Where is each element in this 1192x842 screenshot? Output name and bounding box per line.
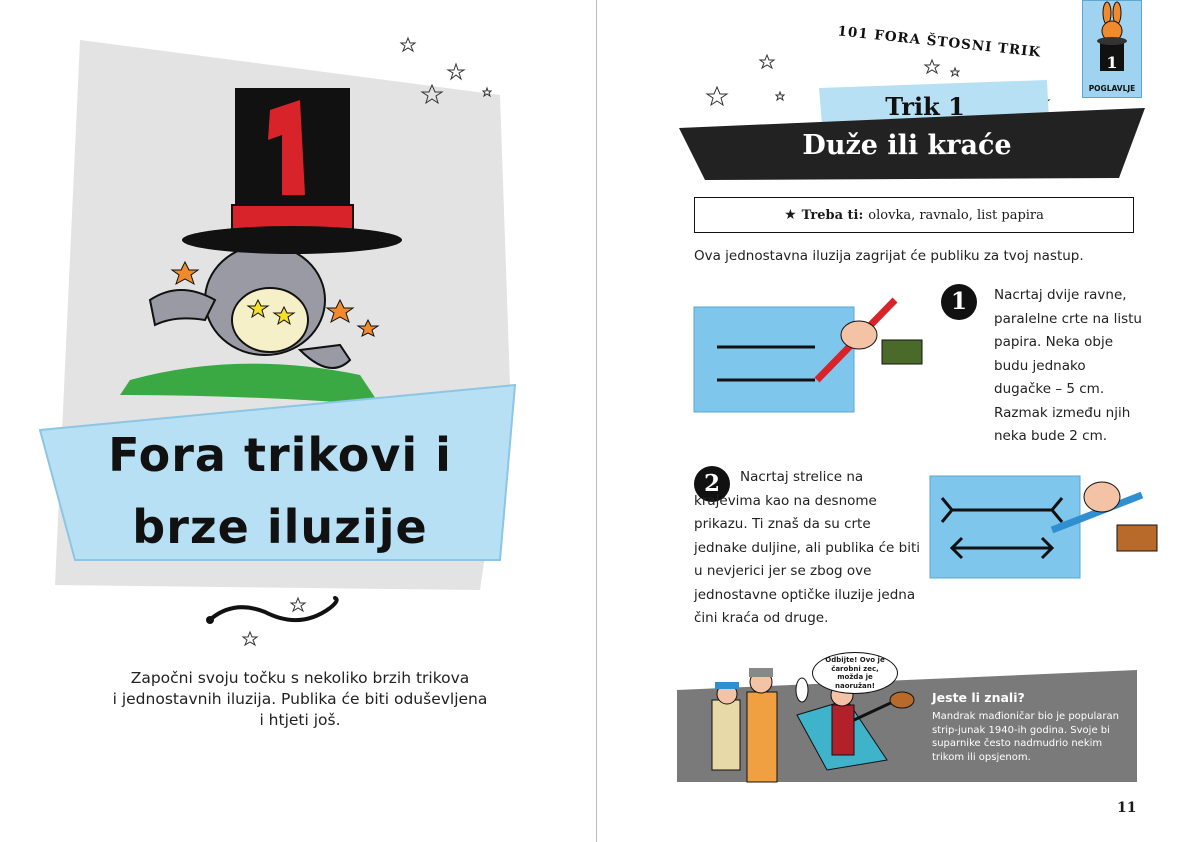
fact-box-text: Mandrak mađioničar bio je popularan strip-junak 1940-ih godina. Svoje bi suparnike često nadmudrio nekim trikom ili opsjenom.	[932, 711, 1119, 763]
chapter-badge-label: POGLAVLJE	[1088, 84, 1136, 93]
intro-line-1: Započni svoju točku s nekoliko brzih trikova	[130, 669, 470, 687]
step-1-number: 1	[941, 284, 977, 320]
speech-bubble: Odbijte! Ovo je čarobni zec, možda je naoružan!	[812, 652, 898, 694]
right-page	[597, 0, 1192, 842]
chapter-badge-number: 1	[1106, 53, 1118, 72]
trick-number: Trik 1	[885, 92, 965, 121]
series-title: 101 FORA ŠTOSNI TRIK	[836, 23, 1042, 61]
chapter-title-line-2: brze iluzije	[132, 500, 428, 554]
materials-label: Treba ti:	[801, 207, 864, 223]
materials-list: olovka, ravnalo, list papira	[868, 207, 1044, 223]
step-2-text: Nacrtaj strelice na krajevima kao na desnome prikazu. Ti znaš da su crte jednake duljine, ali publika će biti u nevjerici jer se zbog ove jednostavne optičke iluzije jedna čini kraća od druge.	[694, 469, 920, 626]
step-1-text: Nacrtaj dvije ravne, paralelne crte na listu papira. Neka obje budu jednako dugačke – 5 cm. Razmak između njih neka bude 2 cm.	[994, 287, 1142, 444]
star-icon: ★	[784, 207, 797, 223]
fact-box-title: Jeste li znali?	[932, 690, 1025, 705]
page-number: 11	[1117, 800, 1137, 816]
chapter-intro	[60, 668, 540, 731]
step-2-number: 2	[694, 466, 730, 502]
trick-intro: Ova jednostavna iluzija zagrijat će publiku za tvoj nastup.	[694, 248, 1084, 264]
intro-line-3: i htjeti još.	[259, 711, 341, 729]
intro-line-2: i jednostavnih iluzija. Publika će biti oduševljena	[112, 690, 488, 708]
chapter-title-line-1: Fora trikovi i	[108, 428, 452, 482]
trick-title: Duže ili kraće	[802, 130, 1012, 161]
